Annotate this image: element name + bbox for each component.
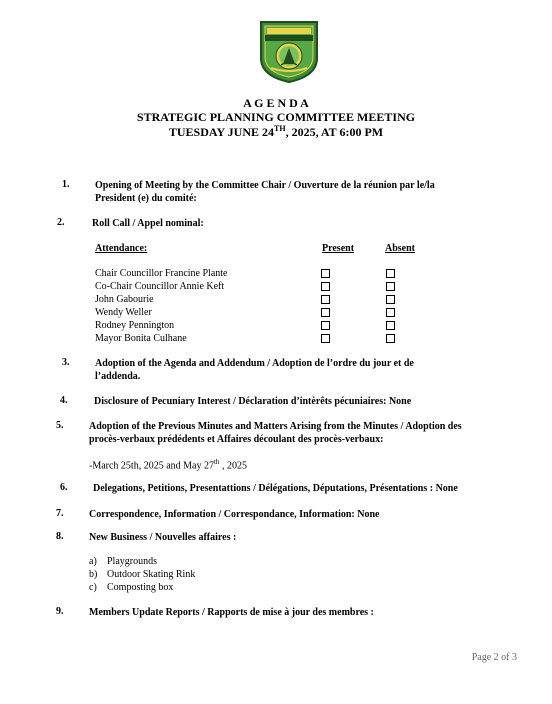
sub-item-text: Playgrounds <box>107 556 157 567</box>
attendee-name: John Gabourie <box>95 294 154 305</box>
previous-minutes-dates: -March 25th, 2025 and May 27th , 2025 <box>89 458 247 472</box>
item-8-text: New Business / Nouvelles affaires : <box>89 532 237 543</box>
present-column-heading: Present <box>322 243 355 254</box>
item-5-text: Adoption of the Previous Minutes and Matters Arising from the Minutes / Adoption des procès-verbaux prédédents et Affaires découlant des procès-verbaux: <box>89 421 462 445</box>
present-checkbox[interactable] <box>321 269 330 278</box>
municipal-crest-logo <box>259 18 319 84</box>
attendee-name: Mayor Bonita Culhane <box>95 333 187 344</box>
attendee-name: Chair Councillor Francine Plante <box>95 268 228 279</box>
attendee-name: Rodney Pennington <box>95 320 175 331</box>
item-4-text: Disclosure of Pecuniary Interest / Déclaration d’intèrêts pécuniaires: None <box>94 396 412 407</box>
absent-checkbox[interactable] <box>386 308 395 317</box>
item-7-text: Correspondence, Information / Correspondance, Information: None <box>89 509 380 520</box>
item-9-text: Members Update Reports / Rapports de mise à jour des membres : <box>89 607 374 618</box>
absent-checkbox[interactable] <box>386 295 395 304</box>
sub-item-letter: a) <box>89 556 97 567</box>
item-8-number: 8. <box>56 531 64 542</box>
agenda-heading: A G E N D A <box>243 96 309 110</box>
item-1-number: 1. <box>62 179 70 190</box>
present-checkbox[interactable] <box>321 321 330 330</box>
page-number: Page 2 of 3 <box>471 652 517 663</box>
item-6-number: 6. <box>60 482 68 493</box>
item-1-text: Opening of Meeting by the Committee Chair / Ouverture de la réunion par le/la President (e) du comité: <box>95 180 435 204</box>
absent-column-heading: Absent <box>385 243 416 254</box>
item-3-number: 3. <box>62 357 70 368</box>
absent-checkbox[interactable] <box>386 269 395 278</box>
present-checkbox[interactable] <box>321 308 330 317</box>
item-9-number: 9. <box>56 606 64 617</box>
attendee-name: Co-Chair Councillor Annie Keft <box>95 281 225 292</box>
absent-checkbox[interactable] <box>386 282 395 291</box>
item-2-text: Roll Call / Appel nominal: <box>92 218 204 229</box>
item-3-text: Adoption of the Agenda and Addendum / Adoption de l’ordre du jour et de l’addenda. <box>95 358 414 382</box>
item-2-number: 2. <box>57 217 65 228</box>
sub-item-text: Outdoor Skating Rink <box>107 569 196 580</box>
item-6-text: Delegations, Petitions, Presentattions / Délégations, Députations, Présentations : None <box>93 483 458 494</box>
item-7-number: 7. <box>56 508 64 519</box>
meeting-title: STRATEGIC PLANNING COMMITTEE MEETING <box>136 110 416 124</box>
sub-item-letter: c) <box>89 582 97 593</box>
present-checkbox[interactable] <box>321 334 330 343</box>
attendance-heading: Attendance: <box>95 243 148 254</box>
sub-item-letter: b) <box>89 569 98 580</box>
absent-checkbox[interactable] <box>386 334 395 343</box>
absent-checkbox[interactable] <box>386 321 395 330</box>
present-checkbox[interactable] <box>321 295 330 304</box>
present-checkbox[interactable] <box>321 282 330 291</box>
item-5-number: 5. <box>56 420 64 431</box>
attendee-name: Wendy Weller <box>95 307 152 318</box>
sub-item-text: Composting box <box>107 582 174 593</box>
item-4-number: 4. <box>60 395 68 406</box>
meeting-date: TUESDAY JUNE 24TH, 2025, AT 6:00 PM <box>168 124 384 139</box>
